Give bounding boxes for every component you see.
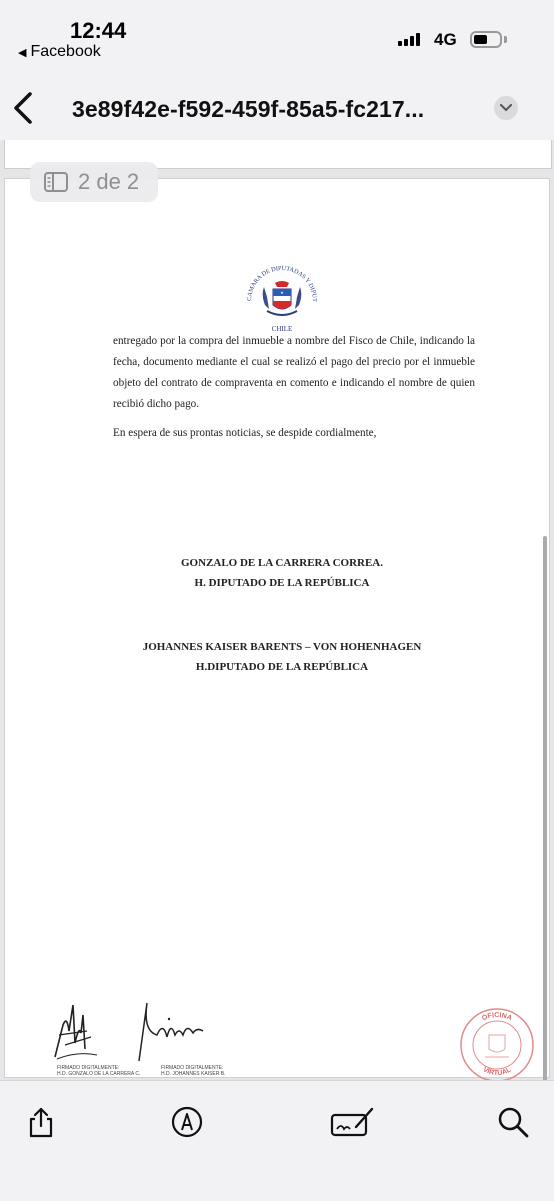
battery-tip [504,36,507,43]
search-button[interactable] [496,1105,530,1139]
back-to-app-link[interactable] [18,43,101,61]
handwritten-signature-2 [123,991,213,1067]
markup-button[interactable] [170,1105,204,1139]
search-icon [496,1105,530,1139]
svg-text:VIRTUAL: VIRTUAL [481,1066,513,1078]
svg-text:OFICINA: OFICINA [481,1011,513,1023]
share-button[interactable] [24,1105,58,1139]
svg-text:CHILE: CHILE [271,325,293,333]
status-bar [0,0,554,70]
back-arrow-icon: ◀ [18,46,27,59]
navigation-bar [0,80,554,140]
markup-pen-icon [170,1105,204,1139]
body-paragraph: entregado por la compra del inmueble a nombre del Fisco de Chile, indicando la fecha, documento mediante el cual se realizó el pago del precio por el inmueble objeto del contrato de compraventa en comento e indicando el nombre de quien recibió dicho pago. [113,335,475,410]
page-indicator[interactable] [30,162,158,202]
signatory-block-2 [9,637,554,677]
signature-button[interactable] [330,1105,376,1139]
status-time: 12:44 [70,18,127,43]
chevron-left-icon [10,90,38,126]
network-type: 4G [434,30,457,49]
signature-2-caption: FIRMADO DIGITALMENTE: H.D. JOHANNES KAISER B. [161,1065,226,1077]
closing-paragraph: En espera de sus prontas noticias, se despide cordialmente, [113,427,377,439]
signatory-1-title: H. DIPUTADO DE LA REPÚBLICA [194,577,370,589]
bottom-toolbar [0,1080,554,1201]
signature-1-caption: FIRMADO DIGITALMENTE: H.D. GONZALO DE LA CARRERA C. [57,1065,141,1077]
signatory-2-name: JOHANNES KAISER BARENTS – VON HOHENHAGEN [142,641,422,653]
signatory-2-title: H.DIPUTADO DE LA REPÚBLICA [195,661,369,673]
share-icon [24,1105,58,1139]
back-button[interactable] [10,90,38,126]
back-app-label: Facebook [30,43,101,60]
page-indicator-label: 2 de 2 [78,169,140,194]
document-page [4,178,550,1078]
signature-icon [330,1105,376,1139]
vertical-scrollbar[interactable] [543,536,547,1080]
svg-text:CAMARA DE DIPUTADAS Y DIPUTADO: CAMARA DE DIPUTADAS Y DIPUT [245,264,319,302]
official-stamp [457,1005,537,1080]
signatory-1-name: GONZALO DE LA CARRERA CORREA. [181,557,383,569]
document-title: 3e89f42e-f592-459f-85a5-fc217... [72,96,425,122]
document-viewer[interactable] [0,140,554,1080]
signatory-block-1 [9,553,554,593]
battery-icon [470,31,502,48]
chamber-crest-logo [237,249,327,339]
title-menu-button[interactable] [494,96,518,120]
cellular-signal-icon [398,32,420,46]
sidebar-thumbnails-icon [44,172,68,192]
letter-body [113,331,475,452]
chevron-down-icon [500,104,512,112]
